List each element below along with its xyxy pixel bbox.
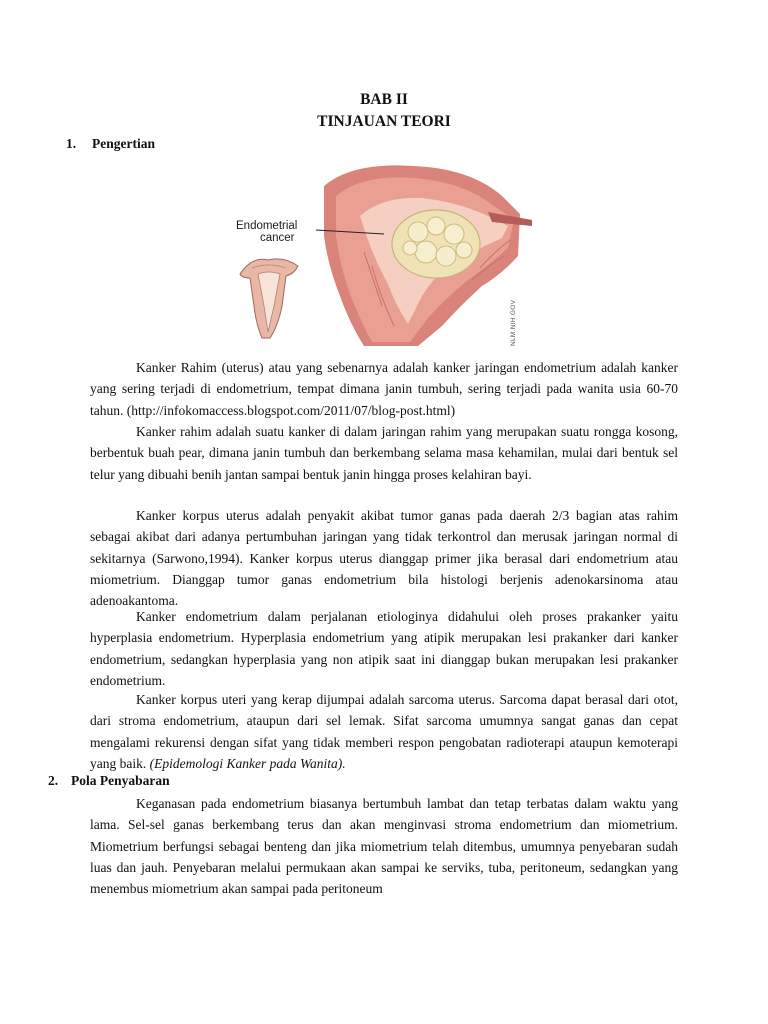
- paragraph-1: [90, 357, 678, 421]
- figure-label-line2: cancer: [260, 232, 295, 244]
- figure-label-line1: Endometrial: [236, 220, 298, 232]
- paragraph-text: Kanker korpus uterus adalah penyakit akibat tumor ganas pada daerah 2/3 bagian atas rahim sebagai akibat dari adanya pertumbuhan jaringan yang tidak terkontrol dan merusak jaringan normal di sekitarnya (Sarwono,1994). Kanker korpus uterus dianggap primer jika berasal dari endometrium atau miometrium. Dianggap tumor ganas endometrium bila histologi berjenis adenokarsinoma atau adenoakantoma.: [90, 508, 678, 609]
- paragraph-text: Kanker endometrium dalam perjalanan etiologinya didahului oleh proses prakanker yaitu hyperplasia endometrium. Hyperplasia endometrium yang atipik merupakan lesi prakanker dari kanker endometrium, sedangkan hyperplasia yang non atipik saat ini dianggap bukan merupakan lesi prakanker endometrium.: [90, 609, 678, 688]
- tumor-mass: [392, 210, 480, 278]
- paragraph-text: Keganasan pada endometrium biasanya bertumbuh lambat dan tetap terbatas dalam waktu yang lama. Sel-sel ganas berkembang terus dan akan menginvasi stroma endometrium dan miometrium. Miometrium berfungsi sebagai benteng dan jika miometrium telah ditembus, umumnya penyebaran sudah luas dan jauh. Penyebaran melalui permukaan akan sampai ke serviks, tuba, peritoneum, sedangkan yang menembus miometrium akan sampai pada peritoneum: [90, 796, 678, 897]
- section-heading-pengertian: [66, 135, 155, 153]
- uterus-diagram: [232, 156, 532, 346]
- paragraph-text: Kanker rahim adalah suatu kanker di dalam jaringan rahim yang merupakan suatu rongga kosong, berbentuk buah pear, dimana janin tumbuh dan berkembang selama masa kehamilan, mulai dari bentuk sel telur yang dibuahi benih jantan sampai bentuk janin hingga proses kelahiran bayi.: [90, 424, 678, 482]
- section-title: Pengertian: [92, 136, 155, 151]
- section-heading-pola-penyabaran: [48, 772, 170, 790]
- paragraph-text: Kanker korpus uteri yang kerap dijumpai adalah sarcoma uterus. Sarcoma dapat berasal dari otot, dari stroma endometrium, ataupun dari sel lemak. Sifat sarcoma umumnya sangat ganas dan cepat mengalami rekurensi dengan sifat yang tidak memberi respon pengobatan radioterapi ataupun kemoterapi yang baik.: [90, 692, 678, 771]
- paragraph-5: [90, 689, 678, 774]
- paragraph-citation: (Epidemologi Kanker pada Wanita).: [149, 755, 346, 771]
- paragraph-2: [90, 421, 678, 485]
- small-uterus-icon: [240, 259, 298, 338]
- uterus-illustration: [232, 156, 532, 346]
- paragraph-3: [90, 505, 678, 611]
- section-number: 2.: [48, 773, 59, 788]
- chapter-title: TINJAUAN TEORI: [317, 113, 451, 130]
- paragraph-4: [90, 606, 678, 691]
- paragraph-text: Kanker Rahim (uterus) atau yang sebenarnya adalah kanker jaringan endometrium adalah kanker yang sering terjadi di endometrium, tempat dimana janin tumbuh, sering terjadi pada wanita usia 60-70 tahun. (http://infokomaccess.blogspot.com/2011/07/blog-post.html): [90, 360, 678, 418]
- figure-credit: NLM.NIH.GOV: [510, 299, 517, 346]
- section-number: 1.: [66, 136, 77, 151]
- large-uterus-section: [324, 165, 532, 346]
- paragraph-6: [90, 793, 678, 899]
- section-title: Pola Penyabaran: [71, 773, 170, 788]
- chapter-number: BAB II: [360, 91, 408, 108]
